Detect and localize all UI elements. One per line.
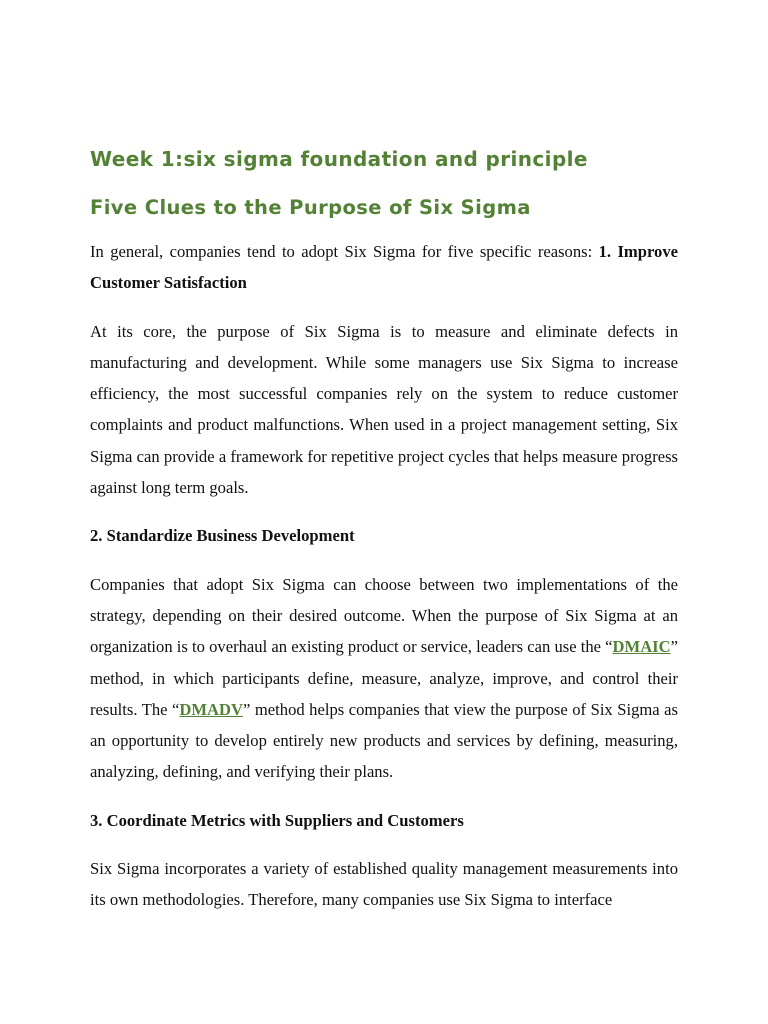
dmadv-link[interactable]: DMADV xyxy=(179,699,243,719)
reason-2-paragraph xyxy=(90,569,678,788)
reason-2-text-a: Companies that adopt Six Sigma can choose between two implementations of the strategy, depending on their desired outcome. When the purpose of Six Sigma at an organization is to overhaul an existing product or service, leaders can use the “ xyxy=(90,574,678,657)
reason-2-text-b: ” method, in which participants define, measure, analyze, improve, and control their results. The “ xyxy=(90,637,678,719)
intro-text: In general, companies tend to adopt Six Sigma for five specific reasons: xyxy=(90,242,599,261)
intro-paragraph xyxy=(90,236,678,299)
document-page xyxy=(90,143,678,933)
dmaic-link[interactable]: DMAIC xyxy=(612,637,671,657)
reason-1-heading: 1. Improve Customer Satisfaction xyxy=(90,242,678,293)
document-title: Week 1:six sigma foundation and principle xyxy=(90,147,588,171)
reason-1-paragraph: At its core, the purpose of Six Sigma is to measure and eliminate defects in manufacturing and development. While some managers use Six Sigma to increase efficiency, the most successful companies rely on the system to reduce customer complaints and product malfunctions. When used in a project management setting, Six Sigma can provide a framework for repetitive project cycles that helps measure progress against long term goals. xyxy=(90,321,678,498)
reason-3-heading: 3. Coordinate Metrics with Suppliers and Customers xyxy=(90,810,464,830)
document-subtitle: Five Clues to the Purpose of Six Sigma xyxy=(90,196,531,219)
reason-3-paragraph: Six Sigma incorporates a variety of established quality management measurements into its own methodologies. Therefore, many companies use Six Sigma to interface xyxy=(90,859,678,910)
reason-2-text-c: ” method helps companies that view the purpose of Six Sigma as an opportunity to develop entirely new products and services by defining, measuring, analyzing, defining, and verifying their plans. xyxy=(90,699,678,782)
reason-2-heading: 2. Standardize Business Development xyxy=(90,526,355,546)
